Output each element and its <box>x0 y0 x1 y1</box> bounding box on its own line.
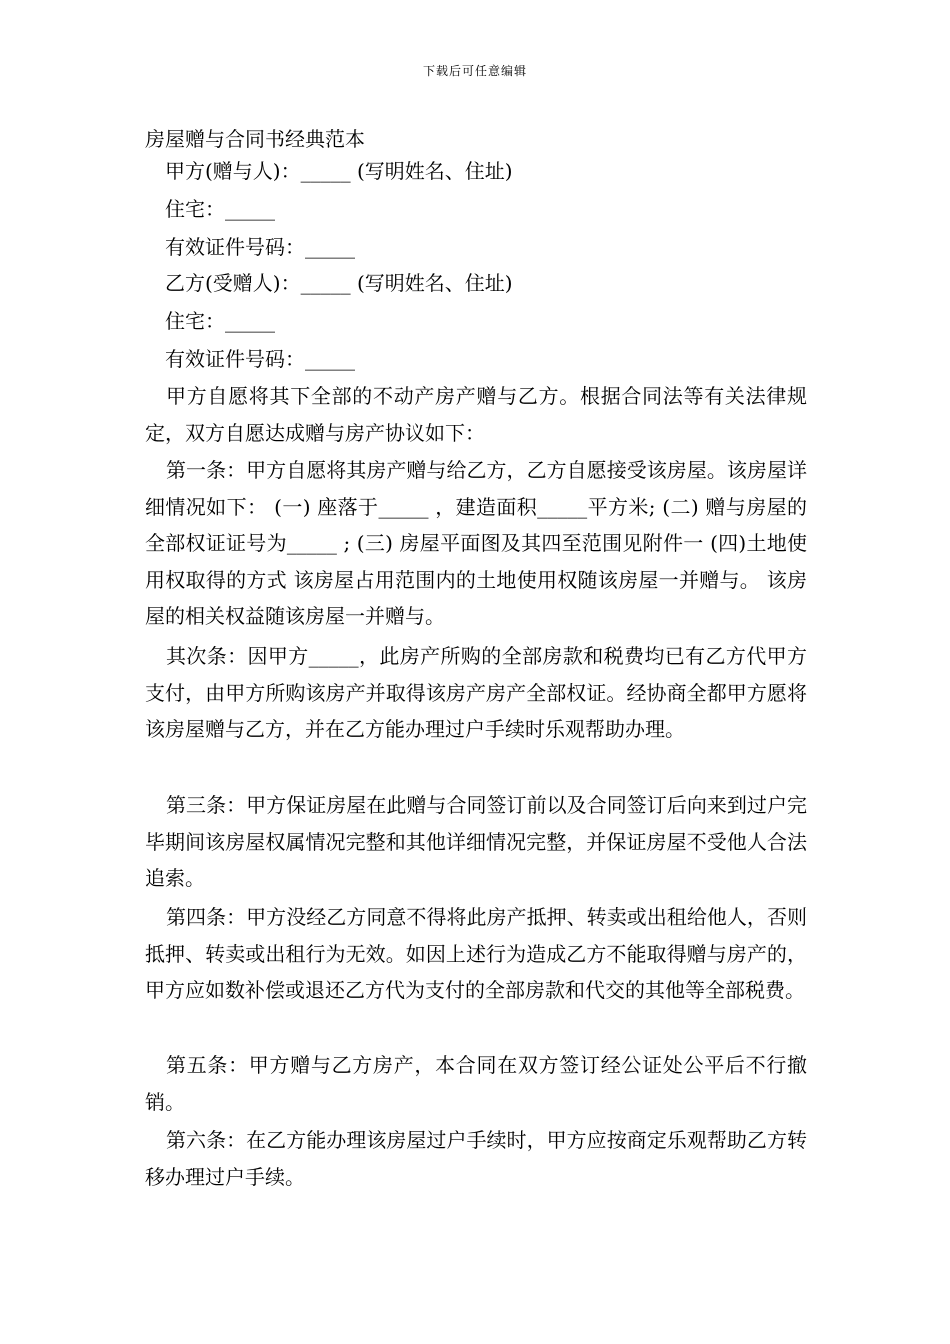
page-header-note: 下载后可任意编辑 <box>422 64 527 78</box>
recipient-name-field: 乙方(受赠人)：_____ (写明姓名、住址) <box>165 271 513 295</box>
recipient-id-field: 有效证件号码：_____ <box>165 347 355 371</box>
document-title: 房屋赠与合同书经典范本 <box>145 127 365 151</box>
donor-id-field: 有效证件号码：_____ <box>165 235 355 259</box>
article-6-paragraph: 第六条：在乙方能办理该房屋过户手续时，甲方应按商定乐观帮助乙方转移办理过户手续。 <box>145 1128 807 1189</box>
recipient-residence-field: 住宅：_____ <box>165 309 275 333</box>
article-1-paragraph: 第一条：甲方自愿将其房产赠与给乙方，乙方自愿接受该房屋。该房屋详细情况如下： (一) 座落于_____ ，建造面积_____平方米; (二) 赠与房屋的全部权证证号为_____ ; (三) 房屋平面图及其四至范围见附件一 (四)土地使用权取得的方式 该房屋占用范围内的土地使用权随该房屋一并赠与。 该房屋的相关权益随该房屋一并赠与。 <box>145 458 807 629</box>
article-4-paragraph: 第四条：甲方没经乙方同意不得将此房产抵押、转卖或出租给他人，否则抵押、转卖或出租行为无效。如因上述行为造成乙方不能取得赠与房产的，甲方应如数补偿或退还乙方代为支付的全部房款和代交的其他等全部税费。 <box>145 905 807 1003</box>
preamble-paragraph: 甲方自愿将其下全部的不动产房产赠与乙方。根据合同法等有关法律规定，双方自愿达成赠与房产协议如下： <box>145 384 807 445</box>
article-3-paragraph: 第三条：甲方保证房屋在此赠与合同签订前以及合同签订后向来到过户完毕期间该房屋权属情况完整和其他详细情况完整，并保证房屋不受他人合法追索。 <box>145 793 807 891</box>
article-2-paragraph: 其次条：因甲方_____，此房产所购的全部房款和税费均已有乙方代甲方支付，由甲方所购该房产并取得该房产房产全部权证。经协商全都甲方愿将该房屋赠与乙方，并在乙方能办理过户手续时乐观帮助办理。 <box>145 644 807 742</box>
donor-name-field: 甲方(赠与人)：_____ (写明姓名、住址) <box>165 159 513 183</box>
article-5-paragraph: 第五条：甲方赠与乙方房产，本合同在双方签订经公证处公平后不行撤销。 <box>145 1053 807 1114</box>
donor-residence-field: 住宅：_____ <box>165 197 275 221</box>
